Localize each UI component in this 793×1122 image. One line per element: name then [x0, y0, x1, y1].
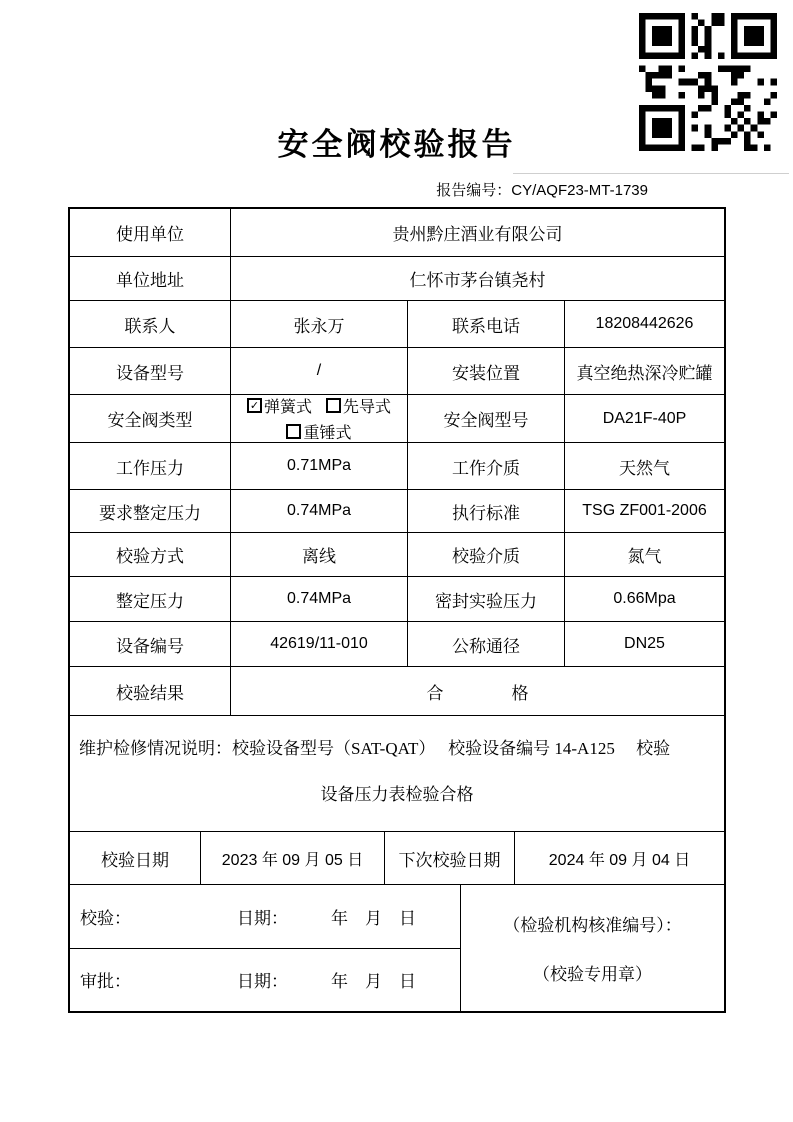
table-row — [70, 621, 724, 666]
maintenance-remarks — [70, 716, 724, 831]
label-next-calibration-date: 下次校验日期 — [384, 832, 514, 884]
label-calibration-method: 校验方式 — [116, 547, 184, 566]
value-phone: 18208442626 — [564, 301, 724, 347]
label-seal-test-pressure: 密封实验压力 — [407, 577, 564, 621]
valve-type-option-weight — [286, 420, 351, 442]
table-row — [70, 666, 724, 715]
value-set-pressure: 0.74MPa — [230, 577, 407, 621]
table-row — [70, 715, 724, 831]
table-row — [70, 347, 724, 394]
table-row — [70, 209, 724, 256]
value-unit-address: 仁怀市茅台镇尧村 — [230, 257, 724, 300]
table-row — [70, 394, 724, 442]
maintenance-remarks-line2: 设备压力表检验合格 — [320, 785, 474, 804]
signature-row-approver — [70, 948, 460, 1012]
label-nominal-diameter: 公称通径 — [407, 622, 564, 666]
checkbox-checked-icon: ✓ — [247, 398, 262, 413]
label-working-pressure: 工作压力 — [116, 458, 184, 478]
calibrator-label: 校验： — [80, 908, 131, 928]
value-calibration-result: 合 格 — [230, 667, 724, 715]
value-required-set-pressure: 0.74MPa — [230, 490, 407, 532]
table-row — [70, 532, 724, 576]
label-calibration-date: 校验日期 — [101, 850, 169, 870]
label-valve-type: 安全阀类型 — [107, 411, 193, 430]
value-equipment-number: 42619/11-010 — [230, 622, 407, 666]
value-working-medium: 天然气 — [564, 443, 724, 489]
valve-type-line2 — [233, 420, 405, 442]
valve-type-option-label: 先导式 — [343, 399, 392, 416]
value-standard: TSG ZF001-2006 — [564, 490, 724, 532]
label-contact: 联系人 — [124, 316, 176, 336]
value-working-pressure: 0.71MPa — [230, 443, 407, 489]
label-required-set-pressure: 要求整定压力 — [99, 503, 201, 523]
report-number-label: 报告编号： — [436, 183, 512, 199]
label-equipment-model: 设备型号 — [116, 363, 184, 383]
report-table — [68, 207, 726, 1013]
label-equipment-number: 设备编号 — [116, 636, 184, 656]
stamp-approval-number: （检验机构核准编号）： — [503, 916, 682, 935]
approver-date-label: 日期： — [237, 972, 288, 992]
label-calibration-result: 校验结果 — [116, 683, 184, 703]
valve-type-option-pilot — [326, 395, 391, 417]
label-install-location: 安装位置 — [407, 348, 564, 394]
value-valve-type — [230, 395, 407, 442]
report-number-line — [0, 179, 648, 200]
value-valve-model: DA21F-40P — [564, 395, 724, 442]
table-row — [70, 300, 724, 347]
checkbox-icon — [326, 398, 341, 413]
value-contact: 张永万 — [230, 301, 407, 347]
value-calibration-date: 2023 年 09 月 05 日 — [200, 832, 384, 884]
scan-artifact-line — [513, 173, 789, 174]
value-use-unit: 贵州黔庄酒业有限公司 — [230, 209, 724, 256]
signature-left-block — [70, 885, 460, 1011]
table-row — [70, 576, 724, 621]
approver-label: 审批： — [80, 972, 131, 992]
value-install-location: 真空绝热深冷贮罐 — [564, 348, 724, 394]
value-calibration-medium: 氮气 — [564, 533, 724, 576]
label-calibration-medium: 校验介质 — [407, 533, 564, 576]
label-phone: 联系电话 — [407, 301, 564, 347]
approver-ymd: 年 月 日 — [331, 972, 416, 992]
valve-type-option-spring — [247, 395, 312, 417]
table-row — [70, 831, 724, 884]
valve-type-line1 — [233, 395, 405, 417]
report-number-value: CY/AQF23-MT-1739 — [511, 182, 648, 199]
label-unit-address: 单位地址 — [116, 271, 184, 290]
stamp-seal-label: （校验专用章） — [533, 965, 652, 984]
value-seal-test-pressure: 0.66Mpa — [564, 577, 724, 621]
label-use-unit: 使用单位 — [116, 225, 184, 244]
calibrator-date-label: 日期： — [237, 908, 288, 928]
page-title: 安全阀校验报告 — [277, 127, 516, 162]
value-nominal-diameter: DN25 — [564, 622, 724, 666]
table-row — [70, 489, 724, 532]
signature-section — [70, 884, 724, 1011]
maintenance-remarks-line1: 维护检修情况说明：校验设备型号（SAT-QAT） 校验设备编号 14-A125 校验 — [79, 739, 671, 758]
valve-type-option-label: 重锤式 — [303, 425, 352, 442]
calibrator-ymd: 年 月 日 — [331, 908, 416, 928]
value-equipment-model: / — [230, 348, 407, 394]
signature-row-calibrator — [70, 885, 460, 948]
checkbox-icon — [286, 424, 301, 439]
table-row — [70, 442, 724, 489]
value-next-calibration-date: 2024 年 09 月 04 日 — [514, 832, 724, 884]
stamp-area — [460, 885, 724, 1011]
valve-type-option-label: 弹簧式 — [263, 399, 312, 416]
label-valve-model: 安全阀型号 — [407, 395, 564, 442]
table-row — [70, 256, 724, 300]
label-standard: 执行标准 — [407, 490, 564, 532]
value-calibration-method: 离线 — [230, 533, 407, 576]
label-set-pressure: 整定压力 — [116, 591, 184, 611]
label-working-medium: 工作介质 — [407, 443, 564, 489]
